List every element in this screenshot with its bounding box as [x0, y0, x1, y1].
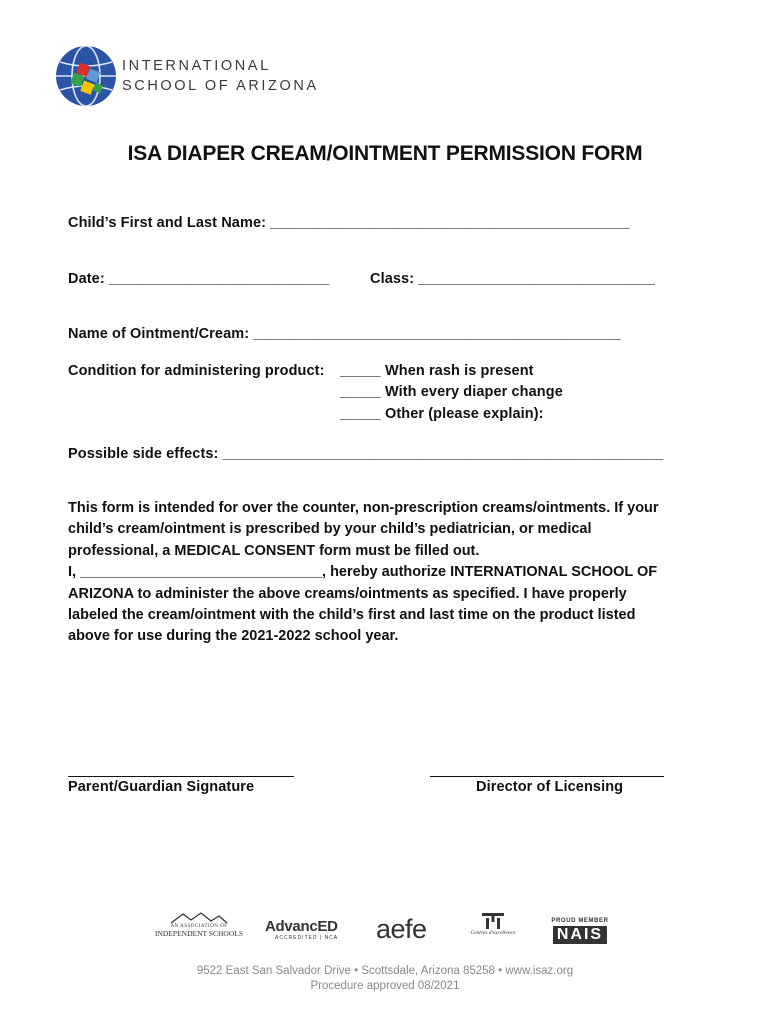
child-name-field[interactable]: Child’s First and Last Name: ____________________________________________ — [68, 215, 630, 231]
paragraph-line: ARIZONA to administer the above creams/ointments as specified. I have properly — [68, 585, 627, 602]
parent-signature-line[interactable] — [68, 776, 294, 777]
excellence-caption: Centres d'excellence — [470, 930, 516, 936]
director-signature-label: Director of Licensing — [476, 779, 624, 795]
footer-address: 9522 East San Salvador Drive • Scottsdale, Arizona 85258 • www.isaz.org — [196, 965, 574, 977]
nais-proud-member: PROUD MEMBER — [551, 918, 609, 924]
ointment-name-field[interactable]: Name of Ointment/Cream: _____________________________________________ — [68, 326, 621, 342]
nais-text: NAIS — [553, 926, 607, 944]
ais-small-text: AN ASSOCIATION OF — [170, 924, 228, 929]
paragraph-line: labeled the cream/ointment with the child’s first and last time on the product listed — [68, 607, 636, 624]
advanced-text: AdvancED — [265, 918, 338, 935]
school-name-line1: INTERNATIONAL — [122, 58, 271, 74]
mountains-icon — [169, 912, 229, 924]
nais-logo — [544, 918, 616, 944]
school-logo — [54, 44, 118, 108]
school-name-line2: SCHOOL OF ARIZONA — [122, 78, 319, 94]
side-effects-field[interactable]: Possible side effects: ______________________________________________________ — [68, 446, 664, 462]
parent-signature-label: Parent/Guardian Signature — [68, 779, 255, 795]
excellence-logo — [466, 912, 520, 936]
condition-option-diaper-change[interactable]: _____ With every diaper change — [340, 384, 563, 400]
page-title: ISA DIAPER CREAM/OINTMENT PERMISSION FORM — [127, 142, 643, 165]
authorization-paragraph — [68, 498, 708, 648]
ais-logo — [152, 912, 246, 938]
paragraph-line: above for use during the 2021-2022 school year. — [68, 628, 399, 645]
condition-label: Condition for administering product: — [68, 363, 325, 379]
label-emblem-icon — [478, 912, 508, 930]
authorization-name-line[interactable]: I, ______________________________, hereby authorize INTERNATIONAL SCHOOL OF — [68, 564, 658, 581]
advanced-sub-text: ACCREDITED | NCA — [275, 935, 339, 941]
paragraph-line: child’s cream/ointment is prescribed by your child’s pediatrician, or medical — [68, 521, 592, 538]
condition-option-other[interactable]: _____ Other (please explain): — [340, 406, 544, 422]
paragraph-line: This form is intended for over the counter, non-prescription creams/ointments. If your — [68, 500, 659, 516]
globe-icon — [54, 44, 118, 108]
footer-procedure: Procedure approved 08/2021 — [310, 980, 460, 992]
aefe-logo: aefe — [376, 914, 427, 944]
condition-option-rash[interactable]: _____ When rash is present — [340, 363, 534, 379]
advanced-logo — [265, 918, 338, 941]
paragraph-line: professional, a MEDICAL CONSENT form must be filled out. — [68, 542, 480, 559]
director-signature-line[interactable] — [430, 776, 664, 777]
ais-main-text: INDEPENDENT SCHOOLS — [155, 929, 243, 938]
date-field[interactable]: Date: ___________________________ — [68, 271, 330, 287]
class-field[interactable]: Class: _____________________________ — [370, 271, 656, 287]
